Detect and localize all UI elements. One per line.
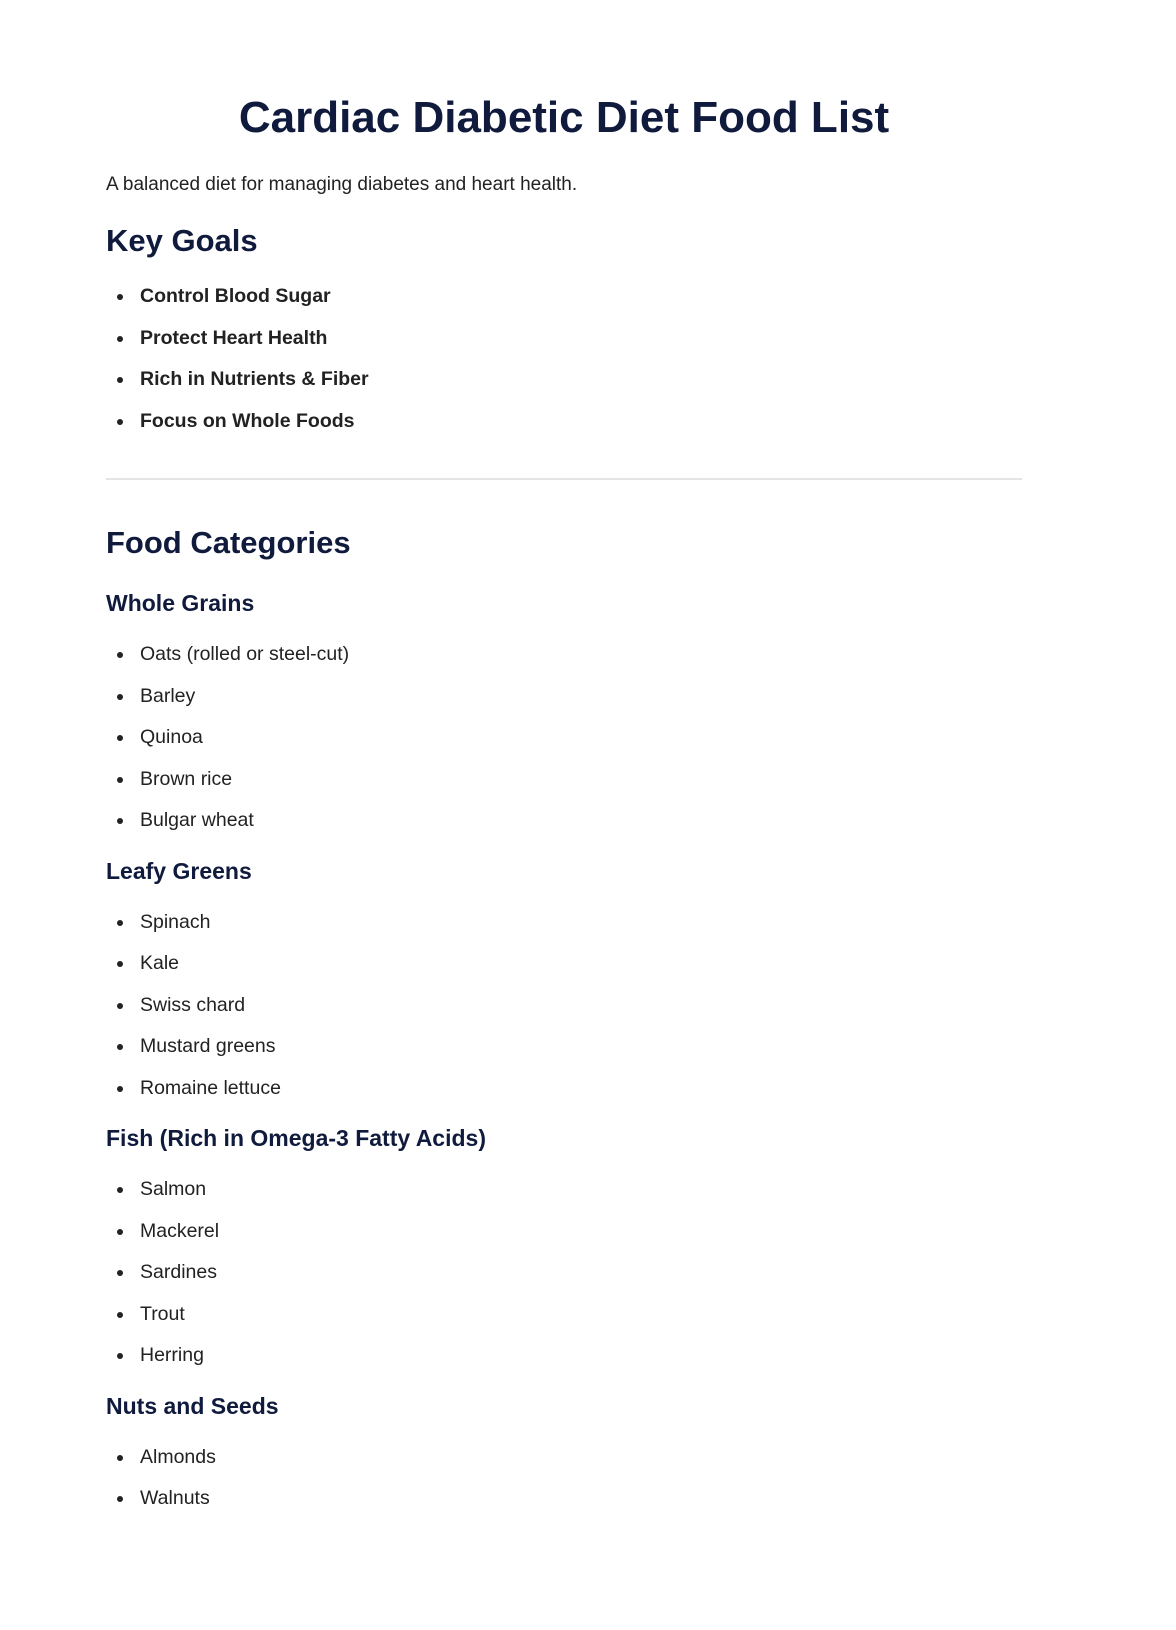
food-categories bbox=[106, 589, 1022, 1520]
food-categories-heading: Food Categories bbox=[106, 525, 351, 560]
food-item: Salmon bbox=[106, 1169, 1022, 1211]
food-item: Walnuts bbox=[106, 1478, 1022, 1520]
category-heading: Leafy Greens bbox=[106, 857, 252, 884]
food-item: Mustard greens bbox=[106, 1026, 1022, 1068]
food-item: Romaine lettuce bbox=[106, 1068, 1022, 1110]
food-item: Almonds bbox=[106, 1437, 1022, 1479]
category-heading: Fish (Rich in Omega-3 Fatty Acids) bbox=[106, 1125, 486, 1151]
category-food-list bbox=[106, 1437, 1022, 1520]
key-goal-item: Rich in Nutrients & Fiber bbox=[106, 359, 1022, 401]
food-item: Swiss chard bbox=[106, 985, 1022, 1027]
food-item: Mackerel bbox=[106, 1211, 1022, 1253]
food-item: Brown rice bbox=[106, 759, 1022, 801]
key-goal-item: Focus on Whole Foods bbox=[106, 401, 1022, 443]
category-food-list bbox=[106, 902, 1022, 1110]
food-item: Sardines bbox=[106, 1252, 1022, 1294]
page-subtitle: A balanced diet for managing diabetes and heart health. bbox=[106, 174, 578, 195]
food-item: Quinoa bbox=[106, 717, 1022, 759]
food-item: Barley bbox=[106, 676, 1022, 718]
key-goal-item: Control Blood Sugar bbox=[106, 276, 1022, 318]
key-goals-list bbox=[106, 276, 1022, 442]
food-item: Bulgar wheat bbox=[106, 800, 1022, 842]
food-item: Oats (rolled or steel-cut) bbox=[106, 634, 1022, 676]
key-goals-heading: Key Goals bbox=[106, 223, 258, 258]
page-title: Cardiac Diabetic Diet Food List bbox=[238, 93, 890, 142]
food-item: Trout bbox=[106, 1294, 1022, 1336]
category-food-list bbox=[106, 1169, 1022, 1377]
key-goal-item: Protect Heart Health bbox=[106, 318, 1022, 360]
food-item: Herring bbox=[106, 1335, 1022, 1377]
section-divider bbox=[106, 478, 1022, 480]
category-heading: Whole Grains bbox=[106, 590, 255, 616]
food-item: Spinach bbox=[106, 902, 1022, 944]
food-item: Kale bbox=[106, 943, 1022, 985]
category-food-list bbox=[106, 634, 1022, 842]
category-heading: Nuts and Seeds bbox=[106, 1392, 279, 1419]
